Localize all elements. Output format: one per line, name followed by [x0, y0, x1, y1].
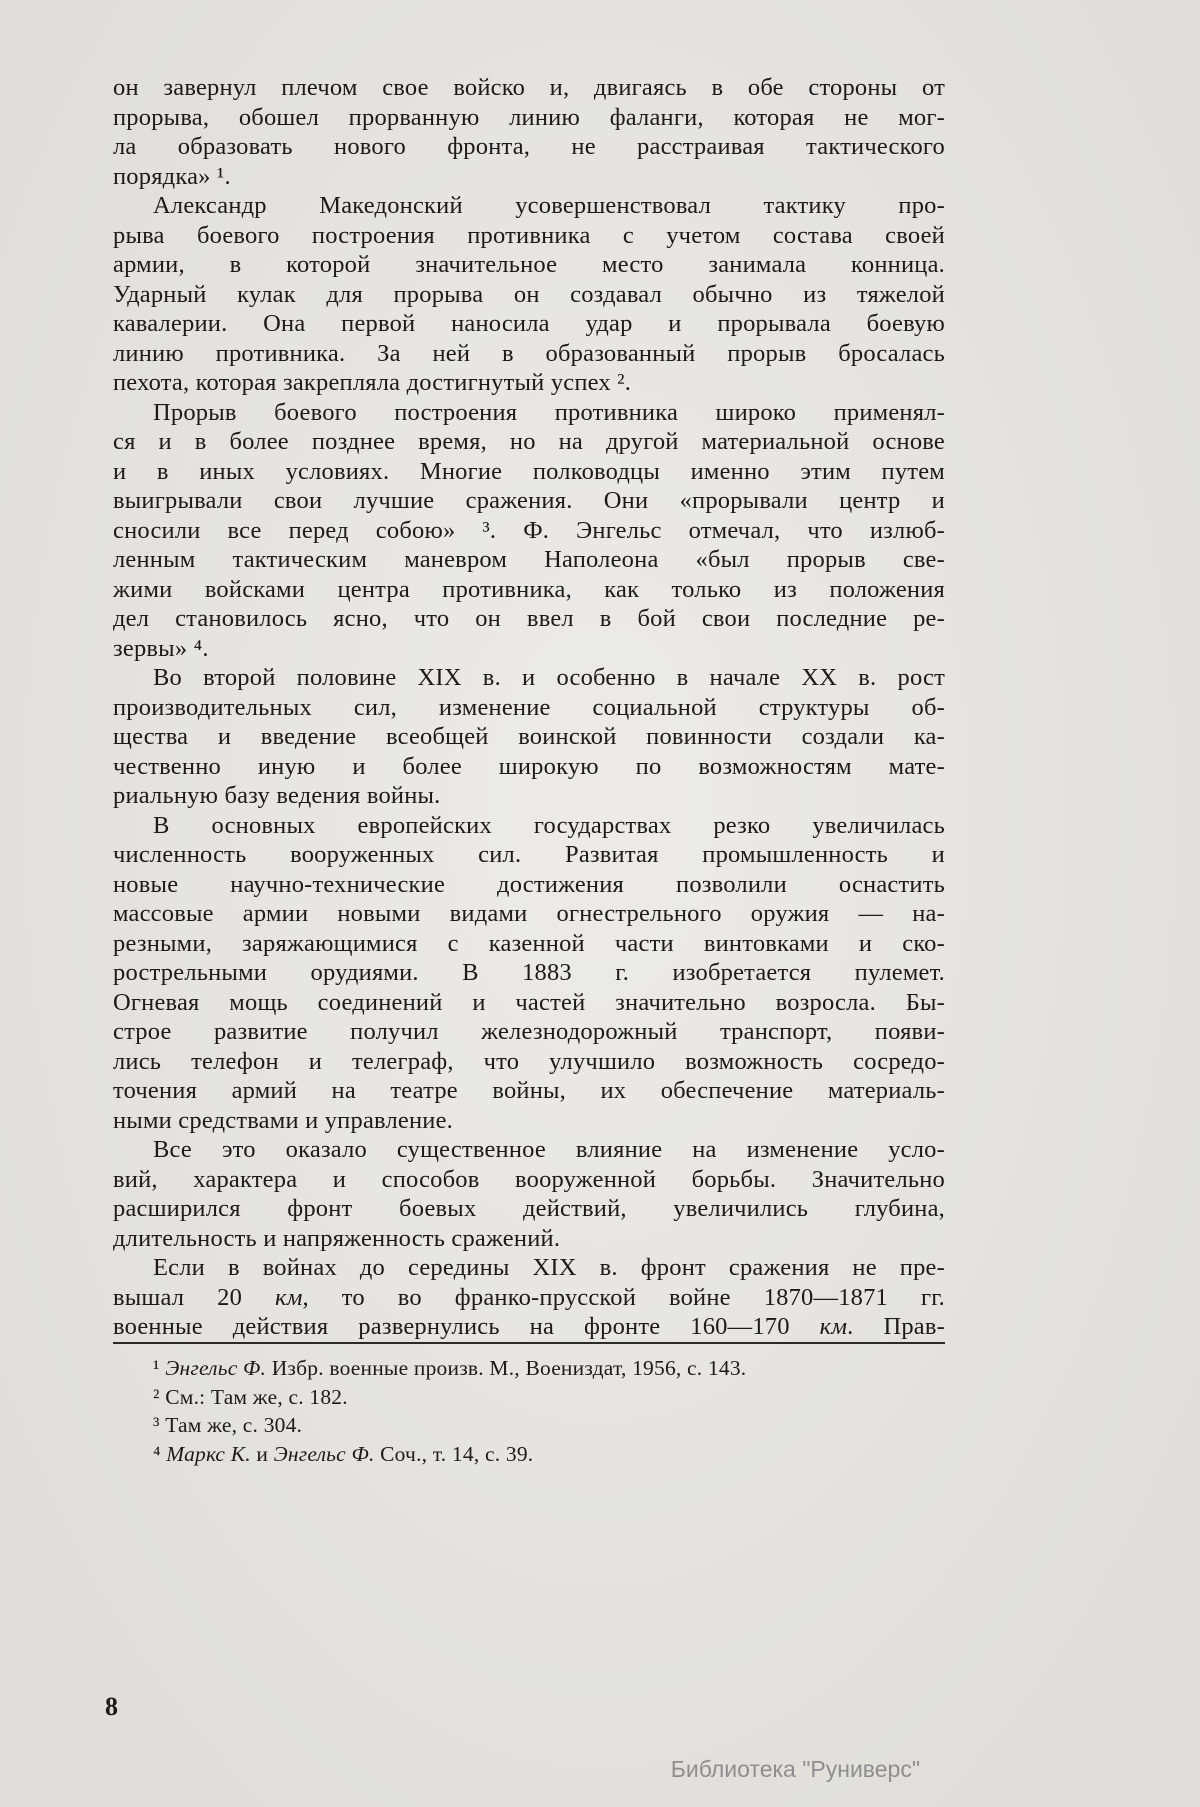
text-line: рыва боевого построения противника с учетом состава своей — [113, 221, 945, 249]
text-line: кавалерии. Она первой наносила удар и прорывала боевую — [113, 310, 945, 337]
footnotes — [113, 1354, 945, 1468]
text-line: он завернул плечом свое войско и, двигаясь в обе стороны от — [113, 74, 945, 101]
text-line: армии, в которой значительное место занимала конница. — [113, 251, 945, 278]
text-line: пехота, которая закрепляла достигнутый успех ². — [113, 369, 632, 396]
text-line: и в иных условиях. Многие полководцы именно этим путем — [113, 457, 945, 485]
text-line: линию противника. За ней в образованный прорыв бросалась — [113, 339, 945, 367]
footnote: ¹ Энгельс Ф. Избр. военные произв. М., Воениздат, 1956, с. 143. — [153, 1356, 747, 1380]
watermark: Библиотека "Руниверс" — [670, 1756, 920, 1782]
text-line: длительность и напряженность сражений. — [113, 1224, 561, 1252]
text-line: Александр Македонский усовершенствовал тактику про- — [153, 192, 945, 219]
text-line: В основных европейских государствах резко увеличилась — [153, 811, 945, 839]
text-line: производительных сил, изменение социальной структуры об- — [113, 693, 945, 721]
text-line: вышал 20 км, то во франко-прусской войне 1870—1871 гг. — [113, 1283, 946, 1311]
text-line: лись телефон и телеграф, что улучшило возможность сосредо- — [113, 1047, 945, 1075]
text-line: военные действия развернулись на фронте 160—170 км. Прав- — [113, 1313, 945, 1340]
text-line: резными, заряжающимися с казенной части винтовками и ско- — [113, 929, 945, 957]
text-line: Огневая мощь соединений и частей значительно возросла. Бы- — [113, 988, 945, 1016]
text-line: прорыва, обошел прорванную линию фаланги, которая не мог- — [113, 103, 945, 131]
footnote: ⁴ Маркс К. и Энгельс Ф. Соч., т. 14, с. 39. — [153, 1441, 534, 1466]
page-number: 8 — [105, 1692, 118, 1721]
text-line: сносили все перед собою» ³. Ф. Энгельс отмечал, что излюб- — [113, 516, 945, 544]
text-line: чественно иную и более широкую по возможностям мате- — [113, 752, 945, 780]
text-line: ла образовать нового фронта, не расстраивая тактического — [113, 133, 945, 160]
text-line: строе развитие получил железнодорожный транспорт, появи- — [113, 1018, 945, 1045]
footnote: ³ Там же, с. 304. — [153, 1413, 303, 1437]
text-line: дел становилось ясно, что он ввел в бой свои последние ре- — [113, 605, 945, 632]
text-line: выигрывали свои лучшие сражения. Они «прорывали центр и — [113, 487, 945, 514]
text-line: Во второй половине XIX в. и особенно в начале XX в. рост — [153, 664, 945, 691]
text-line: численность вооруженных сил. Развитая промышленность и — [113, 841, 945, 868]
text-line: вий, характера и способов вооруженной борьбы. Значительно — [113, 1165, 945, 1193]
text-line: Все это оказало существенное влияние на изменение усло- — [153, 1136, 945, 1163]
text-line: расширился фронт боевых действий, увеличились глубина, — [113, 1195, 945, 1222]
text-line: Прорыв боевого построения противника широко применял- — [153, 398, 945, 426]
text-line: риальную базу ведения войны. — [113, 782, 441, 809]
text-line: ся и в более позднее время, но на другой материальной основе — [113, 428, 945, 455]
main-text — [113, 73, 945, 1342]
text-line: ными средствами и управление. — [113, 1106, 453, 1134]
footnote-separator — [113, 1342, 945, 1344]
text-line: Ударный кулак для прорыва он создавал обычно из тяжелой — [113, 280, 945, 308]
text-line: точения армий на театре войны, их обеспечение материаль- — [113, 1077, 945, 1104]
text-line: Если в войнах до середины XIX в. фронт сражения не пре- — [153, 1254, 945, 1281]
text-line: щества и введение всеобщей воинской повинности создали ка- — [113, 723, 945, 750]
text-line: порядка» ¹. — [113, 162, 231, 190]
text-line: зервы» ⁴. — [113, 634, 209, 662]
text-line: рострельными орудиями. В 1883 г. изобретается пулемет. — [113, 959, 945, 986]
footnote: ² См.: Там же, с. 182. — [153, 1384, 348, 1409]
text-line: ленным тактическим маневром Наполеона «был прорыв све- — [113, 546, 945, 573]
text-line: жими войсками центра противника, как только из положения — [113, 575, 945, 603]
text-line: массовые армии новыми видами огнестрельного оружия — на- — [113, 900, 945, 927]
text-line: новые научно-технические достижения позволили оснастить — [113, 870, 945, 898]
